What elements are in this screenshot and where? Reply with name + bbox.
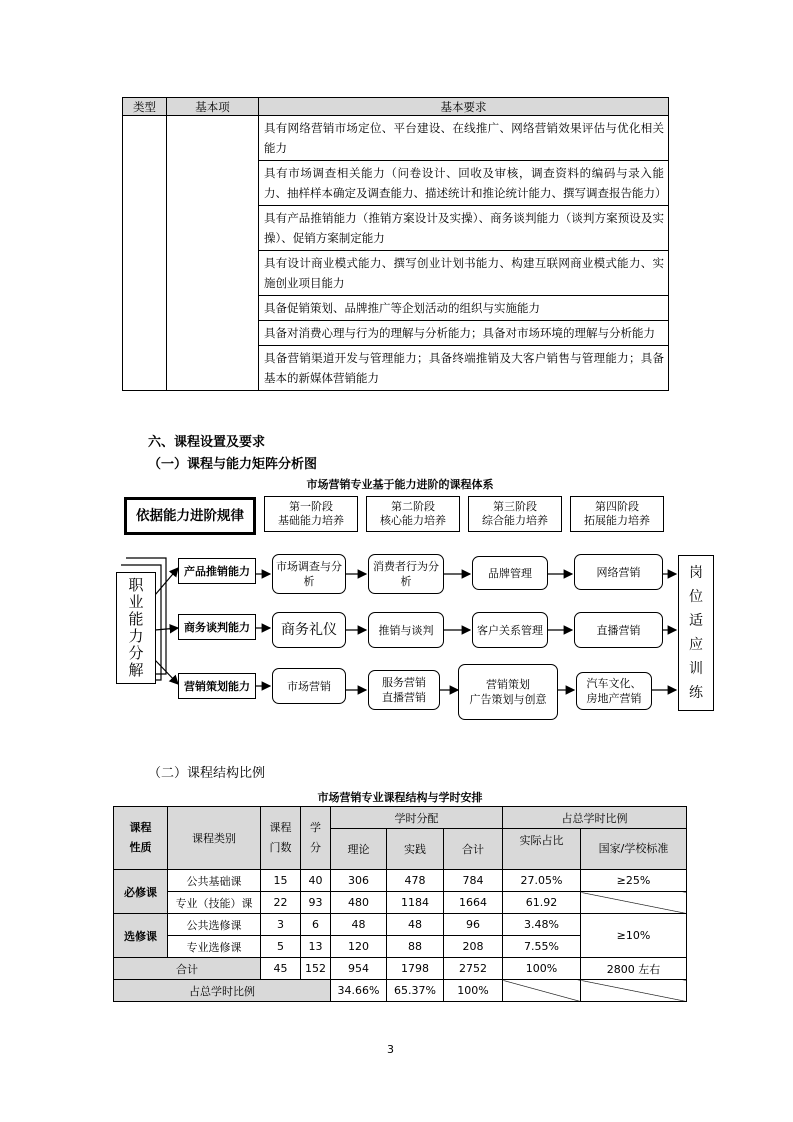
course-planning-box [458, 664, 558, 720]
course-selling-negotiation-box: 推销与谈判 [368, 612, 444, 648]
course-live-marketing-box: 直播营销 [574, 612, 663, 648]
header-type: 类型 [123, 98, 167, 116]
course-brand-management-box: 品牌管理 [472, 556, 548, 590]
cell-credit: 13 [301, 936, 331, 958]
cell-standard: ≥10% [581, 914, 687, 958]
cell-category: 专业（技能）课 [168, 892, 261, 914]
header-ratio: 占总学时比例 [503, 807, 687, 829]
cell-actual: 61.92 [503, 892, 581, 914]
cell-count: 3 [261, 914, 301, 936]
stage-3-box [468, 496, 562, 532]
cell-credit: 93 [301, 892, 331, 914]
table-row [114, 892, 687, 914]
group-elective: 选修课 [114, 914, 168, 958]
header-item: 基本项 [167, 98, 259, 116]
cell-total: 208 [444, 936, 503, 958]
course-advertising-line: 广告策划与创意 [469, 693, 547, 706]
table-row [114, 914, 687, 936]
header-nature [114, 807, 168, 870]
sum-practice: 1798 [387, 958, 444, 980]
sum-theory: 954 [331, 958, 387, 980]
stage-2-line1: 第二阶段 [391, 500, 435, 513]
table-row [114, 870, 687, 892]
requirement-item: 具备对消费心理与行为的理解与分析能力；具备对市场环境的理解与分析能力 [259, 321, 669, 346]
decompose-box: 职业能力分解 [116, 572, 156, 684]
course-service-line: 服务营销 [382, 676, 426, 689]
cell-category: 公共选修课 [168, 914, 261, 936]
cell-practice: 88 [387, 936, 444, 958]
requirement-item: 具有市场调查相关能力（问卷设计、回收及审核，调查资料的编码与录入能力、抽样样本确定及调查能力、描述统计和推论统计能力、撰写调查报告能力） [259, 161, 669, 206]
cell-theory: 480 [331, 892, 387, 914]
cell-count: 15 [261, 870, 301, 892]
header-standard: 国家/学校标准 [581, 829, 687, 870]
cell-standard: ≥25% [581, 870, 687, 892]
stage-2-line2: 核心能力培养 [380, 514, 446, 527]
stage-1-box [264, 496, 358, 532]
section-6-heading: 六、课程设置及要求 [148, 435, 266, 450]
sum-credit: 152 [301, 958, 331, 980]
requirement-item: 具备促销策划、品牌推广等企划活动的组织与实施能力 [259, 296, 669, 321]
course-consumer-behavior-box: 消费者行为分析 [368, 554, 444, 594]
course-planning-line: 营销策划 [486, 678, 530, 691]
subsection-2-heading: （二）课程结构比例 [148, 766, 266, 781]
cell-total: 1664 [444, 892, 503, 914]
cell-count: 22 [261, 892, 301, 914]
ratio-total: 100% [444, 980, 503, 1002]
requirement-item: 具有网络营销市场定位、平台建设、在线推广、网络营销效果评估与优化相关能力 [259, 116, 669, 161]
diagonal-cell [503, 980, 581, 1002]
requirement-item: 具有设计商业模式能力、撰写创业计划书能力、构建互联网商业模式能力、实施创业项目能力 [259, 251, 669, 296]
course-live-line: 直播营销 [382, 691, 426, 704]
course-auto-realestate-box [576, 672, 652, 710]
header-actual: 实际占比 [503, 829, 581, 870]
header-credit-text: 学分 [310, 821, 321, 854]
cell-count: 5 [261, 936, 301, 958]
header-hours: 学时分配 [331, 807, 503, 829]
cell-practice: 1184 [387, 892, 444, 914]
ability-negotiation-box: 商务谈判能力 [178, 614, 256, 640]
table-header-row [114, 807, 687, 829]
cell-credit: 6 [301, 914, 331, 936]
header-total: 合计 [444, 829, 503, 870]
stage-2-box [366, 496, 460, 532]
cell-total: 784 [444, 870, 503, 892]
stage-3-line1: 第三阶段 [493, 500, 537, 513]
diagonal-cell [581, 980, 687, 1002]
requirement-item: 具备营销渠道开发与管理能力；具备终端推销及大客户销售与管理能力；具备基本的新媒体营销能力 [259, 346, 669, 391]
course-realestate-line: 房地产营销 [586, 692, 642, 705]
group-required: 必修课 [114, 870, 168, 914]
rule-label-box: 依据能力进阶规律 [124, 497, 256, 535]
header-practice: 实践 [387, 829, 444, 870]
table-row-sum [114, 958, 687, 980]
stage-3-line2: 综合能力培养 [482, 514, 548, 527]
cell-actual: 3.48% [503, 914, 581, 936]
stage-1-line2: 基础能力培养 [278, 514, 344, 527]
diagram-title: 市场营销专业基于能力进阶的课程体系 [306, 478, 494, 491]
course-business-etiquette-box: 商务礼仪 [272, 612, 346, 648]
ratio-theory: 34.66% [331, 980, 387, 1002]
sum-standard: 2800 左右 [581, 958, 687, 980]
header-count [261, 807, 301, 870]
course-crm-box: 客户关系管理 [472, 612, 548, 648]
cell-credit: 40 [301, 870, 331, 892]
cell-practice: 478 [387, 870, 444, 892]
cell-theory: 48 [331, 914, 387, 936]
diagonal-cell [581, 892, 687, 914]
stage-4-line1: 第四阶段 [595, 500, 639, 513]
header-nature-text: 课程性质 [129, 821, 152, 854]
page-number: 3 [387, 1043, 394, 1056]
ability-planning-box: 营销策划能力 [178, 673, 256, 699]
structure-table-title: 市场营销专业课程结构与学时安排 [317, 791, 483, 804]
table-row-ratio [114, 980, 687, 1002]
course-service-live-box [368, 670, 440, 710]
cell-category: 专业选修课 [168, 936, 261, 958]
requirement-item: 具有产品推销能力（推销方案设计及实操）、商务谈判能力（谈判方案预设及实操）、促销方案制定能力 [259, 206, 669, 251]
cell-total: 96 [444, 914, 503, 936]
structure-table [113, 806, 687, 1002]
subsection-1-heading: （一）课程与能力矩阵分析图 [148, 457, 318, 472]
stage-1-line1: 第一阶段 [289, 500, 333, 513]
header-requirement: 基本要求 [259, 98, 669, 116]
header-theory: 理论 [331, 829, 387, 870]
sum-total: 2752 [444, 958, 503, 980]
cell-actual: 7.55% [503, 936, 581, 958]
cell-theory: 306 [331, 870, 387, 892]
course-marketing-box: 市场营销 [272, 668, 346, 704]
sum-actual: 100% [503, 958, 581, 980]
stage-4-box [570, 496, 664, 532]
header-count-text: 课程门数 [269, 821, 292, 854]
cell-actual: 27.05% [503, 870, 581, 892]
stage-4-line2: 拓展能力培养 [584, 514, 650, 527]
course-auto-line: 汽车文化、 [586, 677, 642, 690]
header-category: 课程类别 [168, 807, 261, 870]
cell-practice: 48 [387, 914, 444, 936]
ratio-practice: 65.37% [387, 980, 444, 1002]
sum-label: 合计 [114, 958, 261, 980]
cell-theory: 120 [331, 936, 387, 958]
cell-category: 公共基础课 [168, 870, 261, 892]
ratio-label: 占总学时比例 [114, 980, 331, 1002]
ability-sales-box: 产品推销能力 [178, 558, 256, 584]
sum-count: 45 [261, 958, 301, 980]
course-market-research-box: 市场调查与分析 [272, 554, 346, 594]
post-training-box: 岗位适应训练 [678, 555, 714, 711]
header-credit [301, 807, 331, 870]
course-network-marketing-box: 网络营销 [574, 554, 663, 590]
